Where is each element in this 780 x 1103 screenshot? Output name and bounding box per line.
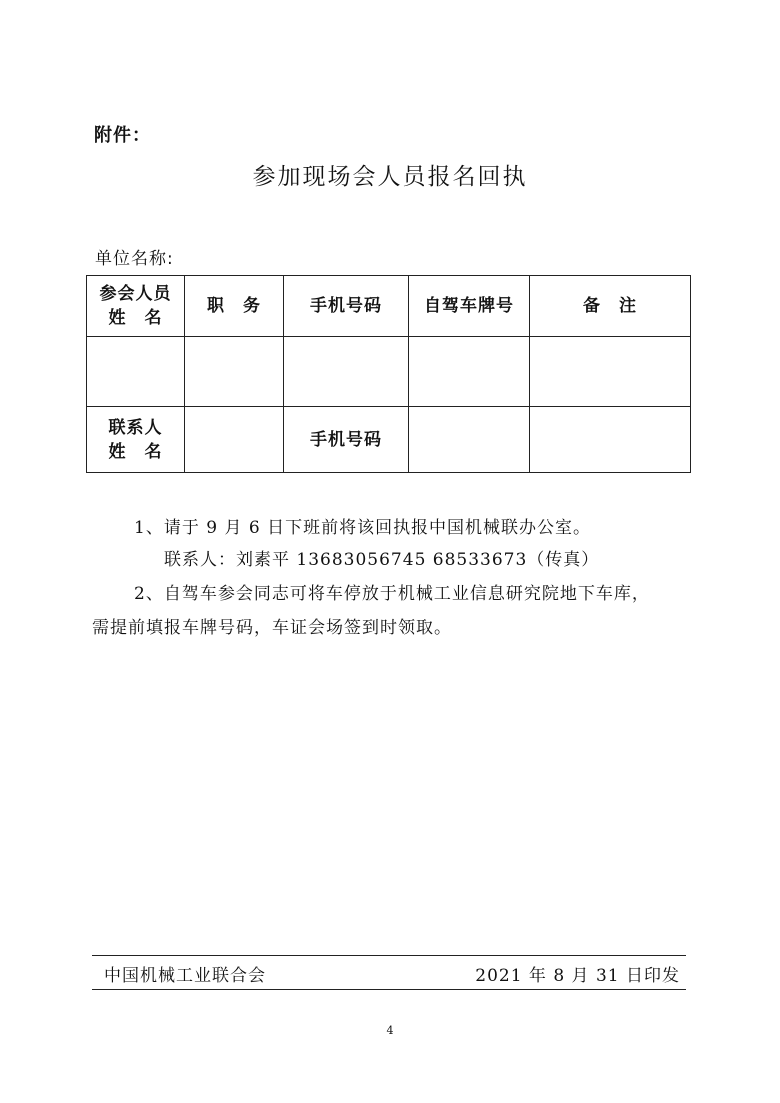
contact-phone-label: 手机号码 xyxy=(284,407,409,473)
header-plate: 自驾车牌号 xyxy=(409,276,530,337)
footer-bottom-rule xyxy=(92,989,686,990)
table-blank-row xyxy=(87,337,691,407)
cell-remarks[interactable] xyxy=(530,337,691,407)
contact-name-line1: 联系人 xyxy=(108,417,163,438)
footer-issuer: 中国机械工业联合会 xyxy=(104,966,266,986)
cell-attendee-name[interactable] xyxy=(87,337,185,407)
header-remarks: 备 注 xyxy=(530,276,691,337)
note-2-line2: 需提前填报车牌号码，车证会场签到时领取。 xyxy=(92,618,452,638)
cell-position[interactable] xyxy=(185,337,284,407)
cell-contact-phone[interactable] xyxy=(409,407,530,473)
header-attendee-name-line1: 参会人员 xyxy=(99,284,172,304)
contact-info-line: 联系人：刘素平 13683056745 68533673（传真） xyxy=(164,550,600,570)
cell-contact-name[interactable] xyxy=(185,407,284,473)
contact-name-line2: 姓 名 xyxy=(108,441,163,462)
footer-top-rule xyxy=(92,955,686,956)
header-attendee-name-line2: 姓 名 xyxy=(108,308,163,328)
contact-name-label xyxy=(87,407,185,473)
page-number: 4 xyxy=(386,1024,394,1037)
note-1: 1、请于 9 月 6 日下班前将该回执报中国机械联办公室。 xyxy=(134,518,592,538)
document-title: 参加现场会人员报名回执 xyxy=(252,164,528,190)
header-position: 职 务 xyxy=(185,276,284,337)
registration-table xyxy=(86,275,691,473)
cell-phone[interactable] xyxy=(284,337,409,407)
table-contact-row xyxy=(87,407,691,473)
table-header-row xyxy=(87,276,691,337)
attachment-label: 附件： xyxy=(94,125,151,146)
cell-contact-extra[interactable] xyxy=(530,407,691,473)
footer-date: 2021 年 8 月 31 日印发 xyxy=(475,966,680,986)
note-2-line1: 2、自驾车参会同志可将车停放于机械工业信息研究院地下车库， xyxy=(134,584,650,604)
header-attendee-name xyxy=(87,276,185,337)
cell-plate[interactable] xyxy=(409,337,530,407)
unit-name-label: 单位名称: xyxy=(95,249,174,269)
header-phone: 手机号码 xyxy=(284,276,409,337)
